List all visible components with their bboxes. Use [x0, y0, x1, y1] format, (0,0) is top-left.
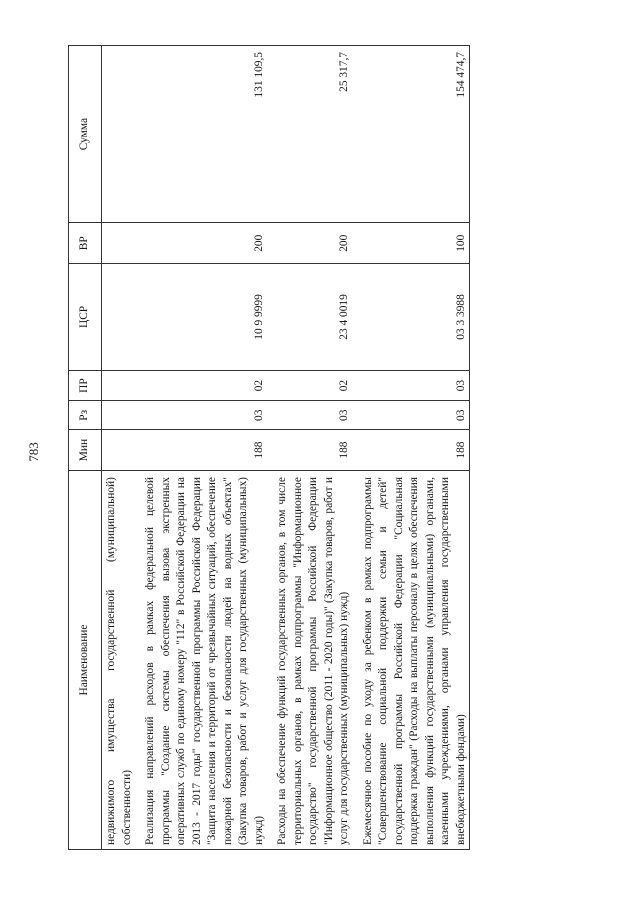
- row-min: 188: [143, 430, 267, 471]
- row-sum: [102, 46, 136, 223]
- row-rz: 03: [361, 401, 470, 430]
- row-csr: 03 3 3988: [361, 264, 470, 371]
- header-name: Наименование: [69, 471, 102, 850]
- header-min: Мин: [69, 430, 102, 471]
- row-rz: 03: [143, 401, 267, 430]
- row-sum: 131 109,5: [143, 46, 267, 223]
- row-vr: 100: [361, 223, 470, 264]
- row-rz: [102, 401, 136, 430]
- row-pr: 02: [275, 370, 353, 401]
- row-spacer: [135, 46, 143, 850]
- row-rz: 03: [275, 401, 353, 430]
- header-pr: ПР: [69, 370, 102, 401]
- header-sum: Сумма: [69, 46, 102, 223]
- row-vr: 200: [275, 223, 353, 264]
- row-name: Ежемесячное пособие по уходу за ребенком в рамках подпрограммы "Совершенствование социальной поддержки семьи и детей" государственной программы Российской Федерации "Социальная поддержка граждан" (Расходы на выплаты персоналу в целях обеспечения выполнения функций государственными (муниципальными) органами, казенными учреждениями, органами управления государственными внебюджетными фондами): [361, 471, 470, 850]
- header-vr: ВР: [69, 223, 102, 264]
- table-row: [275, 46, 353, 850]
- budget-table: [68, 45, 470, 850]
- row-name: недвижимого имущества государственной (муниципальной) собственности): [102, 471, 136, 850]
- row-pr: 03: [361, 370, 470, 401]
- budget-table-page: [68, 45, 603, 850]
- table-row: [361, 46, 470, 850]
- row-sum: 154 474,7: [361, 46, 470, 223]
- row-pr: [102, 370, 136, 401]
- row-min: 188: [361, 430, 470, 471]
- row-min: 188: [275, 430, 353, 471]
- row-name: Расходы на обеспечение функций государственных органов, в том числе территориальных органов, в рамках подпрограммы "Информационное государство" государственной программы Российской Федерации "Информационное общество (2011 - 2020 годы)" (Закупка товаров, работ и услуг для государственных (муниципальных) нужд): [275, 471, 353, 850]
- table-row: [102, 46, 136, 850]
- row-vr: [102, 223, 136, 264]
- row-name: Реализация направлений расходов в рамках федеральной целевой программы "Создание системы обеспечения вызова экстренных оперативных служб по единому номеру "112" в Российской Федерации на 2013 - 2017 годы" государственной программы Российской Федерации "Защита населения и территорий от чрезвычайных ситуаций, обеспечение пожарной безопасности и безопасности людей на водных объектах" (Закупка товаров, работ и услуг для государственных (муниципальных) нужд): [143, 471, 267, 850]
- header-rz: Рз: [69, 401, 102, 430]
- row-csr: 10 9 9999: [143, 264, 267, 371]
- table-header-row: [69, 46, 102, 850]
- table-row: [143, 46, 267, 850]
- row-csr: [102, 264, 136, 371]
- row-sum: 25 317,7: [275, 46, 353, 223]
- row-csr: 23 4 0019: [275, 264, 353, 371]
- row-spacer: [267, 46, 275, 850]
- row-vr: 200: [143, 223, 267, 264]
- row-pr: 02: [143, 370, 267, 401]
- page-number: 783: [25, 442, 41, 462]
- row-spacer: [353, 46, 361, 850]
- row-min: [102, 430, 136, 471]
- header-csr: ЦСР: [69, 264, 102, 371]
